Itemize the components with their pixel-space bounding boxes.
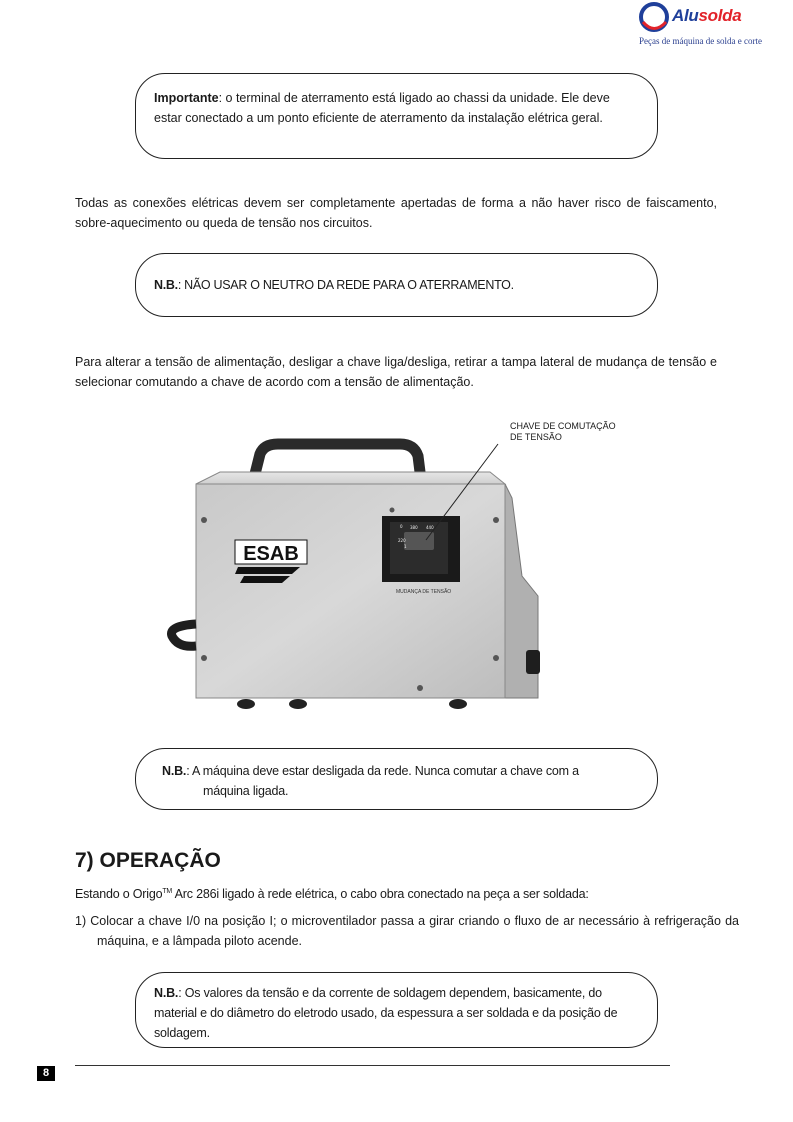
figure-caption-line2: DE TENSÃO xyxy=(510,432,562,442)
note-desligada-label: N.B. xyxy=(162,764,187,778)
note-desligada-text: : A máquina deve estar desligada da rede. Nunca comutar a chave com a xyxy=(186,764,579,778)
section-intro: Estando o Origo™ Arc 286i ligado à rede elétrica, o cabo obra conectado na peça a ser soldada: xyxy=(75,887,589,902)
figure-caption-line1: CHAVE DE COMUTAÇÃO xyxy=(510,421,616,431)
svg-text:1: 1 xyxy=(404,544,407,549)
note-neutro-text: : NÃO USAR O NEUTRO DA REDE PARA O ATERRAMENTO. xyxy=(177,278,514,292)
section-title: 7) OPERAÇÃO xyxy=(75,849,221,872)
welding-machine-figure xyxy=(160,436,580,716)
note-valores xyxy=(135,972,658,1048)
page-number: 8 xyxy=(37,1066,55,1081)
panel-label: MUDANÇA DE TENSÃO xyxy=(396,589,452,595)
note-importante xyxy=(135,73,658,159)
footer-rule xyxy=(75,1065,670,1066)
logo-tagline: Peças de máquina de solda e corte xyxy=(639,36,762,46)
note-desligada xyxy=(135,748,658,810)
note-valores-label: N.B. xyxy=(154,986,179,1000)
note-valores-text: : Os valores da tensão e da corrente de soldagem dependem, basicamente, do material e do diâmetro do eletrodo usado, da espessura a ser soldada e da posição de soldagem. xyxy=(154,986,618,1040)
alusolda-logo xyxy=(636,2,786,50)
svg-text:220: 220 xyxy=(398,538,406,543)
svg-text:440: 440 xyxy=(426,525,434,530)
paragraph-voltage-change: Para alterar a tensão de alimentação, desligar a chave liga/desliga, retirar a tampa lateral de mudança de tensão e selecionar comutando a chave de acordo com a tensão de alimentação. xyxy=(75,355,717,389)
note-importante-label: Importante xyxy=(154,91,219,105)
instruction-item-1: 1) Colocar a chave I/0 na posição I; o microventilador passa a girar criando o fluxo de ar necessário à refrigeração da máquina, e a lâmpada piloto acende. xyxy=(75,914,739,948)
note-neutro-label: N.B. xyxy=(154,278,178,292)
svg-text:380: 380 xyxy=(410,525,418,530)
paragraph-connections: Todas as conexões elétricas devem ser completamente apertadas de forma a não haver risco de faiscamento, sobre-aquecimento ou queda de tensão nos circuitos. xyxy=(75,196,717,230)
esab-logo: ESAB xyxy=(243,543,299,565)
logo-brand: Alusolda xyxy=(672,6,742,25)
note-importante-text: : o terminal de aterramento está ligado ao chassi da unidade. Ele deve estar conectado a um ponto eficiente de aterramento da instalação elétrica geral. xyxy=(154,91,610,125)
note-neutro xyxy=(135,253,658,317)
svg-text:0: 0 xyxy=(400,524,403,529)
note-desligada-text-line2: máquina ligada. xyxy=(203,784,289,798)
logo-swirl-icon xyxy=(636,2,672,36)
